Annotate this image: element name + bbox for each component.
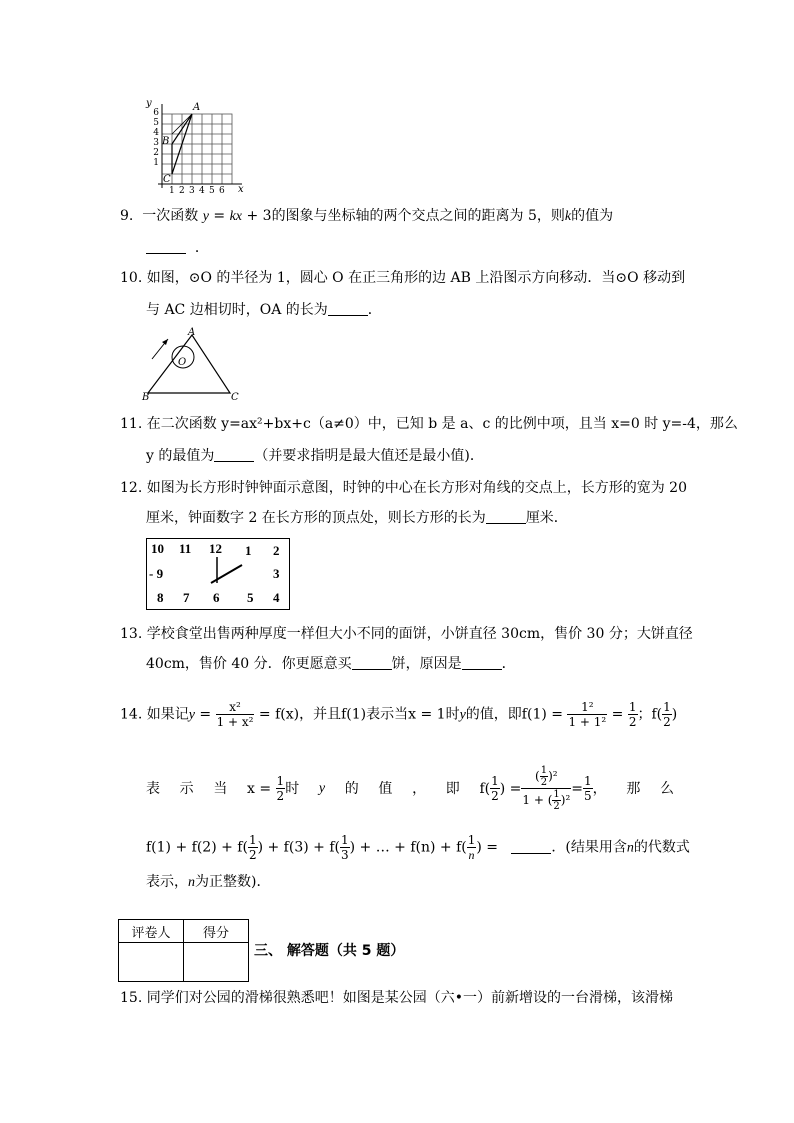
q14-y: y <box>459 707 466 723</box>
grader-header: 评卷人 <box>119 920 184 943</box>
clock-number: 12 <box>209 541 222 556</box>
q12-text: 厘米，钟面数字 2 在长方形的顶点处，则长方形的长为 <box>146 510 486 526</box>
fraction: $\frac{1}{2}$ <box>248 833 257 862</box>
q9-k-var: k <box>564 209 572 224</box>
y-tick: 4 <box>153 128 159 138</box>
clock-number: 10 <box>151 541 164 556</box>
answer-blank[interactable] <box>511 839 551 854</box>
question-12-line-2 <box>146 508 568 528</box>
q14-text: 如果记 <box>146 706 189 723</box>
answer-blank[interactable] <box>462 655 502 670</box>
clock-number: 11 <box>179 541 192 556</box>
answer-blank[interactable] <box>486 509 526 524</box>
q9-period: ． <box>194 240 209 256</box>
q14-text: 即 <box>445 780 460 797</box>
fraction: $\frac{1}{2}$ <box>276 774 285 803</box>
fraction: $\frac{1}{5}$ <box>584 774 592 803</box>
question-11-line-1 <box>120 414 738 434</box>
q11-text-after: （并要求指明是最大值还是最小值)． <box>254 448 484 464</box>
fig-b-label: B <box>142 392 150 403</box>
q14-text: 为正整数)． <box>195 874 271 890</box>
clock-number: 4 <box>273 590 280 605</box>
y-tick: 2 <box>153 148 159 158</box>
fraction: ( $\frac{1}{2}$ )² 1 + ( $\frac{1}{2}$ )² <box>522 765 571 812</box>
grid-x-ticks <box>169 186 229 196</box>
q14-text: 示 <box>179 780 194 797</box>
question-11-line-2 <box>146 446 484 466</box>
question-10-line-2 <box>146 300 382 320</box>
fraction: $\frac{1}{2}$ <box>491 774 499 803</box>
answer-blank[interactable] <box>328 301 368 316</box>
q14-eq: = <box>607 706 628 723</box>
q14-text: 表 <box>146 780 160 797</box>
q14-fx: = f(x) <box>254 706 300 723</box>
q14-x: x = <box>247 780 276 797</box>
q14-text: 的 <box>344 780 359 797</box>
q9-text: 一次函数 <box>142 208 199 224</box>
q14-sum: f(1) + f(2) + f( <box>146 839 248 856</box>
q10-period: ． <box>367 302 382 318</box>
grid-y-label: y <box>146 98 152 109</box>
fig-o-label: O <box>178 357 187 368</box>
fig-a-label: A <box>188 327 196 338</box>
q12-text: 如图为长方形时钟钟面示意图，时钟的中心在长方形对角线的交点上，长方形的宽为 20 <box>146 480 687 496</box>
clock-number: 2 <box>273 543 280 558</box>
q14-sum: ) + … + f(n) + f( <box>349 839 467 856</box>
q14-f1: f(1) = <box>521 706 568 723</box>
fig-c-label: C <box>231 392 239 403</box>
x-tick: 5 <box>209 186 215 196</box>
q14-eq: = <box>194 706 216 723</box>
question-13-line-1 <box>120 624 693 644</box>
q14-text: 表示， <box>146 874 188 890</box>
q14-text: 那 <box>626 780 641 797</box>
grid-x-label: x <box>238 184 244 195</box>
fraction: $\frac{1}{3}$ <box>340 833 349 862</box>
q14-f: f( <box>651 706 663 723</box>
grid-y-ticks <box>151 108 159 168</box>
point-b-label: B <box>162 136 170 147</box>
q14-text: ．(结果用含 <box>551 839 627 856</box>
q14-text: ， <box>592 780 607 797</box>
question-12-line-1 <box>120 478 687 498</box>
q14-n: n <box>188 875 195 890</box>
q14-text: 值 <box>378 780 393 797</box>
q14-x1: x = 1 <box>408 706 446 723</box>
q14-text: 的代数式 <box>633 839 690 856</box>
q13-text: 40cm，售价 40 分．你更愿意买 <box>146 656 352 672</box>
question-number: 10. <box>120 270 143 286</box>
question-9-line-1 <box>120 206 613 227</box>
q9-text-end: 的值为 <box>571 208 614 224</box>
q14-eq: = <box>571 780 583 797</box>
q14-sum: ) = <box>476 839 503 856</box>
fraction: $\frac{1}{2}$ <box>663 700 671 729</box>
q13-period: ． <box>501 656 516 672</box>
section-title: 三、 解答题（共 5 题） <box>254 943 405 959</box>
y-tick: 6 <box>153 108 159 118</box>
x-tick: 1 <box>169 186 175 196</box>
q11-text: 在二次函数 y=ax²+bx+c（a≠0）中，已知 b 是 a、c 的比例中项，且当 x=0 时 y=-4，那么 <box>146 416 738 432</box>
question-number: 12. <box>120 480 143 496</box>
q9-k: k <box>229 209 236 224</box>
q14-text: ， <box>412 780 427 797</box>
clock-number: 1 <box>245 543 252 558</box>
x-tick: 2 <box>179 186 185 196</box>
grader-cell[interactable] <box>119 943 184 982</box>
q14-text: ； <box>637 706 652 723</box>
clock-number: 7 <box>183 590 190 605</box>
question-10-line-1 <box>120 268 685 288</box>
answer-blank[interactable] <box>214 447 254 462</box>
clock-number: 8 <box>157 590 164 605</box>
q14-paren: ) <box>671 706 678 723</box>
q14-text: 时 <box>285 780 300 797</box>
q15-text: 同学们对公园的滑梯很熟悉吧！如图是某公园（六•一）前新增设的一台滑梯，该滑梯 <box>146 990 673 1006</box>
q14-n: n <box>626 840 634 856</box>
q14-text: 时 <box>445 706 460 723</box>
clock-number-9: 9 <box>156 566 164 581</box>
q14-text: 的值，即 <box>465 706 522 723</box>
question-9-line-2 <box>146 238 209 258</box>
q11-text: y 的最值为 <box>146 448 215 464</box>
x-tick: 6 <box>219 186 225 196</box>
question-14-line-1 <box>120 700 677 729</box>
fraction: $\frac{\text{1²}}{\text{1 + 1²}}$ <box>568 700 607 729</box>
clock-hands <box>147 539 289 609</box>
q14-f1: f(1) <box>341 706 367 723</box>
question-number: 15. <box>120 990 143 1006</box>
x-tick: 4 <box>199 186 205 196</box>
q14-text: 么 <box>659 780 674 797</box>
fraction: $\frac{1}{2}$ <box>628 700 637 729</box>
point-c-label: C <box>163 174 171 185</box>
q14-sum: ) + f(3) + f( <box>257 839 340 856</box>
q14-y: y <box>318 780 326 796</box>
answer-blank[interactable] <box>146 239 186 254</box>
q14-y: y <box>188 707 195 723</box>
question-15-line-1 <box>120 988 673 1008</box>
q13-text: 饼，原因是 <box>391 656 462 672</box>
q14-text: 当 <box>213 780 228 797</box>
x-tick: 3 <box>189 186 195 196</box>
fraction: $\frac{1}{n}$ <box>467 833 476 862</box>
clock-number: - 9 <box>149 566 164 581</box>
q14-text: 表示当 <box>366 706 409 723</box>
q14-eq: ) = <box>499 780 522 797</box>
clock-number: 5 <box>247 590 254 605</box>
score-table <box>118 919 249 982</box>
y-tick: 3 <box>153 138 159 148</box>
question-14-line-4 <box>146 872 270 893</box>
point-a-label: A <box>193 102 201 113</box>
q10-text: 与 AC 边相切时，OA 的长为 <box>146 302 328 318</box>
fraction: $\frac{\text{x²}}{\text{1 + x²}}$ <box>216 700 254 729</box>
clock-number: 3 <box>273 566 280 581</box>
y-tick: 1 <box>153 158 159 168</box>
question-14-line-2 <box>146 765 674 812</box>
question-14-line-3 <box>146 833 690 863</box>
q9-x: x <box>235 209 243 224</box>
score-cell[interactable] <box>184 943 249 982</box>
answer-blank[interactable] <box>352 655 392 670</box>
question-number: 11. <box>120 416 143 432</box>
q9-text-after: 的图象与坐标轴的两个交点之间的距离为 5，则 <box>271 208 565 224</box>
q9-rest: + 3 <box>242 208 272 224</box>
q13-text: 学校食堂出售两种厚度一样但大小不同的面饼，小饼直径 30cm，售价 30 分；大饼直径 <box>146 626 693 642</box>
question-number: 14. <box>120 706 143 723</box>
q9-eq: = <box>208 208 230 224</box>
y-tick: 5 <box>153 118 159 128</box>
clock-number: 6 <box>213 590 220 605</box>
q10-text: 如图，⊙O 的半径为 1，圆心 O 在正三角形的边 AB 上沿图示方向移动．当⊙O 移动到 <box>146 270 686 286</box>
rectangular-clock <box>146 538 290 610</box>
question-number: 13. <box>120 626 143 642</box>
question-13-line-2 <box>146 654 516 674</box>
score-header: 得分 <box>184 920 249 943</box>
q14-text: ，并且 <box>299 706 342 723</box>
q14-f: f( <box>479 780 491 797</box>
q9-y: y <box>202 209 209 224</box>
q12-text-after: 厘米． <box>525 510 568 526</box>
question-number: 9. <box>120 208 134 224</box>
